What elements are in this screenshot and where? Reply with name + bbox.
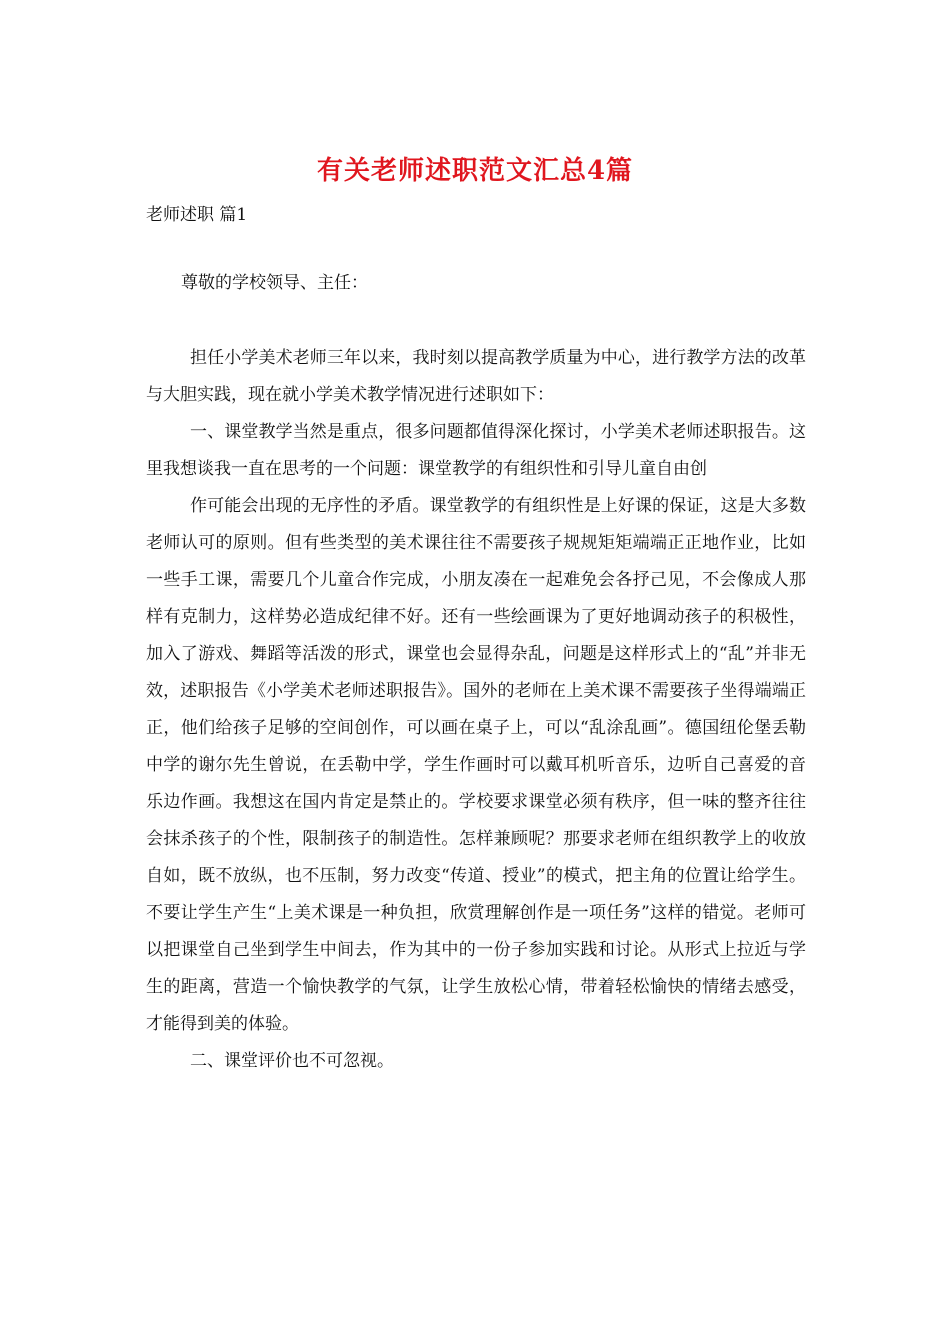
document-body [146,265,806,1080]
paragraph-3: 作可能会出现的无序性的矛盾。课堂教学的有组织性是上好课的保证，这是大多数老师认可的原则。但有些类型的美术课往往不需要孩子规规矩矩端端正正地作业，比如一些手工课，需要几个儿童合作完成，小朋友凑在一起难免会各抒己见，不会像成人那样有克制力，这样势必造成纪律不好。还有一些绘画课为了更好地调动孩子的积极性，加入了游戏、舞蹈等活泼的形式，课堂也会显得杂乱，问题是这样形式上的“乱”并非无效，述职报告《小学美术老师述职报告》。国外的老师在上美术课不需要孩子坐得端端正正，他们给孩子足够的空间创作，可以画在桌子上，可以“乱涂乱画”。德国纽伦堡丢勒中学的谢尔先生曾说，在丢勒中学，学生作画时可以戴耳机听音乐，边听自己喜爱的音乐边作画。我想这在国内肯定是禁止的。学校要求课堂必须有秩序，但一味的整齐往往会抹杀孩子的个性，限制孩子的制造性。怎样兼顾呢？那要求老师在组织教学上的收放自如，既不放纵，也不压制，努力改变“传道、授业”的模式，把主角的位置让给学生。不要让学生产生“上美术课是一种负担，欣赏理解创作是一项任务”这样的错觉。老师可以把课堂自己坐到学生中间去，作为其中的一份子参加实践和讨论。从形式上拉近与学生的距离，营造一个愉快教学的气氛，让学生放松心情，带着轻松愉快的情绪去感受，才能得到美的体验。 [146,496,806,1034]
section-heading: 老师述职 篇1 [146,205,248,225]
paragraph-4: 二、课堂评价也不可忽视。 [190,1051,394,1071]
greeting-paragraph: 尊敬的学校领导、主任： [181,273,368,293]
paragraph-1: 担任小学美术老师三年以来，我时刻以提高教学质量为中心，进行教学方法的改革与大胆实践，现在就小学美术教学情况进行述职如下： [146,348,806,405]
paragraph-2: 一、课堂教学当然是重点，很多问题都值得深化探讨，小学美术老师述职报告。这里我想谈我一直在思考的一个问题：课堂教学的有组织性和引导儿童自由创 [146,422,806,479]
document-title: 有关老师述职范文汇总4篇 [316,156,634,186]
paragraph-spacer [146,302,806,340]
